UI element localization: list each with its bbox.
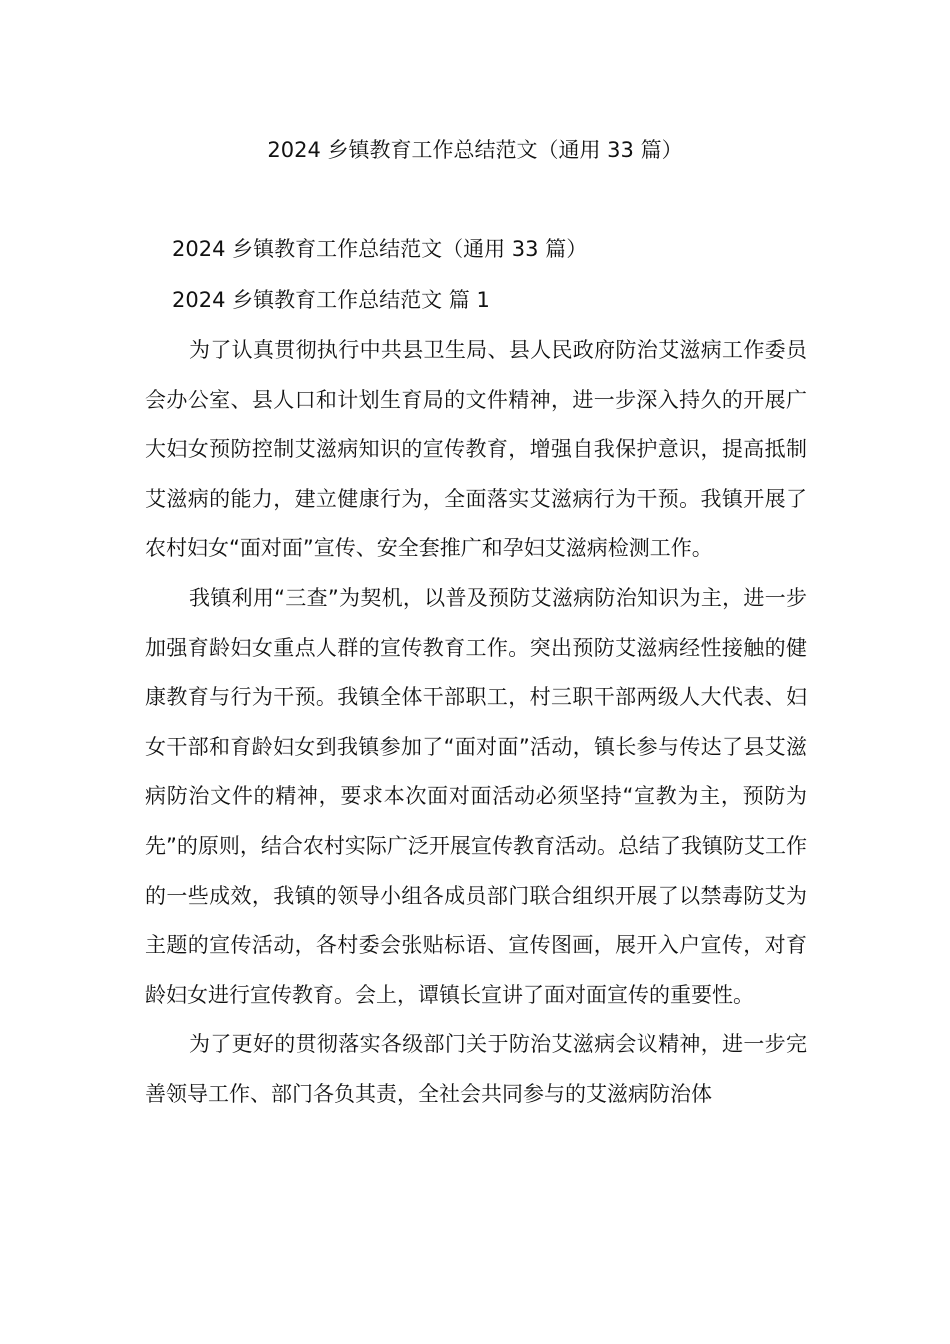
paragraph-2: 我镇利用“三查”为契机，以普及预防艾滋病防治知识为主，进一步加强育龄妇女重点人群的宣传教育工作。突出预防艾滋病经性接触的健康教育与行为干预。我镇全体干部职工，村三职干部两级人大代表、妇女干部和育龄妇女到我镇参加了“面对面”活动，镇长参与传达了县艾滋病防治文件的精神，要求本次面对面活动必须坚持“宣教为主，预防为先”的原则，结合农村实际广泛开展宣传教育活动。总结了我镇防艾工作的一些成效，我镇的领导小组各成员部门联合组织开展了以禁毒防艾为主题的宣传活动，各村委会张贴标语、宣传图画，展开入户宣传，对育龄妇女进行宣传教育。会上，谭镇长宣讲了面对面宣传的重要性。 [145,585,807,1007]
document-title: 2024 乡镇教育工作总结范文（通用 33 篇） [267,138,683,162]
section-heading: 2024 乡镇教育工作总结范文 篇 1 [172,288,490,312]
paragraph-1: 为了认真贯彻执行中共县卫生局、县人民政府防治艾滋病工作委员会办公室、县人口和计划生育局的文件精神，进一步深入持久的开展广大妇女预防控制艾滋病知识的宣传教育，增强自我保护意识，提高抵制艾滋病的能力，建立健康行为，全面落实艾滋病行为干预。我镇开展了农村妇女“面对面”宣传、安全套推广和孕妇艾滋病检测工作。 [145,338,807,561]
paragraph-3: 为了更好的贯彻落实各级部门关于防治艾滋病会议精神，进一步完善领导工作、部门各负其责，全社会共同参与的艾滋病防治体 [145,1032,807,1106]
document-body [145,326,807,1120]
document-subtitle: 2024 乡镇教育工作总结范文（通用 33 篇） [172,237,588,261]
